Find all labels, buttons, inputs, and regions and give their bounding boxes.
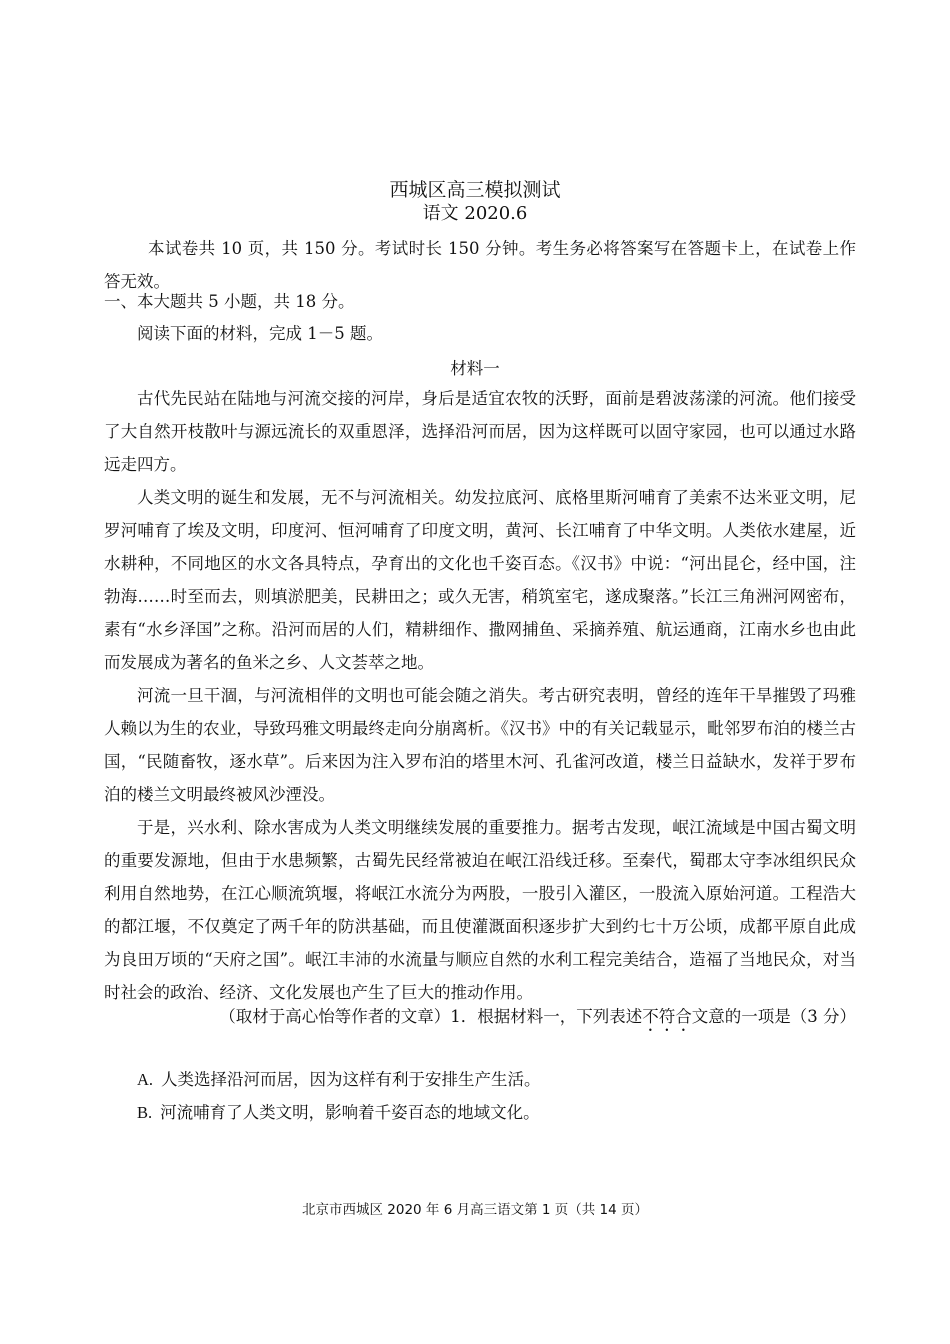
page-footer: 北京市西城区 2020 年 6 月高三语文第 1 页（共 14 页） xyxy=(301,1202,649,1218)
section-heading: 一、本大题共 5 小题，共 18 分。 xyxy=(104,292,355,311)
material-title: 材料一 xyxy=(450,359,500,378)
exam-subtitle: 语文 2020.6 xyxy=(422,203,528,224)
option-a xyxy=(137,1068,541,1092)
option-b xyxy=(137,1101,540,1125)
reading-instruction: 阅读下面的材料，完成 1－5 题。 xyxy=(137,324,383,343)
question-stem xyxy=(104,1000,856,1035)
option-text: 人类选择沿河而居，因为这样有利于安排生产生活。 xyxy=(161,1070,541,1089)
material-paragraph: 古代先民站在陆地与河流交接的河岸，身后是适宜农牧的沃野，面前是碧波荡漾的河流。他们接受了大自然开枝散叶与源远流长的双重恩泽，选择沿河而居，因为这样既可以固守家园，也可以通过水路远走四方。 xyxy=(104,389,856,474)
exam-title: 西城区高三模拟测试 xyxy=(389,179,561,201)
intro-paragraph: 本试卷共 10 页，共 150 分。考试时长 150 分钟。考生务必将答案写在答题卡上，在试卷上作答无效。 xyxy=(104,239,856,291)
question-1 xyxy=(104,1000,856,1035)
material-body xyxy=(104,382,856,1009)
question-stem-start: 1．根据材料一，下列表述 xyxy=(450,1007,643,1026)
option-letter: B. xyxy=(137,1103,153,1122)
material-paragraph: 于是，兴水利、除水害成为人类文明继续发展的重要推力。据考古发现，岷江流域是中国古蜀文明的重要发源地，但由于水患频繁，古蜀先民经常被迫在岷江沿线迁移。至秦代，蜀郡太守李冰组织民众利用自然地势，在江心顺流筑堰，将岷江水流分为两股，一股引入灌区，一股流入原始河道。工程浩大的都江堰，不仅奠定了两千年的防洪基础，而且使灌溉面积逐步扩大到约七十万公顷，成都平原自此成为良田万顷的“天府之国”。岷江丰沛的水流量与顺应自然的水利工程完美结合，造福了当地民众，对当时社会的政治、经济、文化发展也产生了巨大的推动作用。 xyxy=(104,818,856,1002)
option-letter: A. xyxy=(137,1070,154,1089)
material-paragraph: 河流一旦干涸，与河流相伴的文明也可能会随之消失。考古研究表明，曾经的连年干旱摧毁了玛雅人赖以为生的农业，导致玛雅文明最终走向分崩离析。《汉书》中的有关记载显示，毗邻罗布泊的楼兰古国，“民随畜牧，逐水草”。后来因为注入罗布泊的塔里木河、孔雀河改道，楼兰日益缺水，发祥于罗布泊的楼兰文明最终被风沙湮没。 xyxy=(104,686,856,804)
question-stem-end: 文意的一项是（3 分） xyxy=(691,1007,856,1026)
emphasis-text: 不符合 xyxy=(642,1007,692,1026)
option-text: 河流哺育了人类文明，影响着千姿百态的地域文化。 xyxy=(160,1103,540,1122)
exam-instructions xyxy=(104,232,856,298)
material-paragraph: 人类文明的诞生和发展，无不与河流相关。幼发拉底河、底格里斯河哺育了美索不达米亚文明，尼罗河哺育了埃及文明，印度河、恒河哺育了印度文明，黄河、长江哺育了中华文明。人类依水建屋，近水耕种，不同地区的水文各具特点，孕育出的文化也千姿百态。《汉书》中说：“河出昆仑，经中国，注勃海……时至而去，则填淤肥美，民耕田之；或久无害，稍筑室宅，遂成聚落。”长江三角洲河网密布，素有“水乡泽国”之称。沿河而居的人们，精耕细作、撒网捕鱼、采摘养殖、航运通商，江南水乡也由此而发展成为著名的鱼米之乡、人文荟萃之地。 xyxy=(104,488,856,672)
material-source: （取材于高心怡等作者的文章） xyxy=(219,1007,451,1026)
